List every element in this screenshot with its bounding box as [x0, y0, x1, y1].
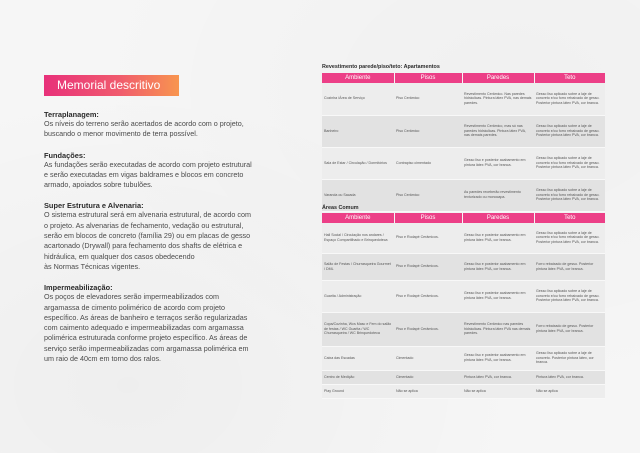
table-cell: Forro rebaixado de gesso. Posterior pintura látex PVA, cor branca.: [534, 253, 605, 280]
table-apartamentos-title: Revestimento parede/piso/teto: Apartamentos: [322, 64, 440, 70]
section-terraplanagem: [44, 110, 310, 140]
table-cell: Cimentado: [394, 370, 462, 384]
table-row: [322, 253, 605, 280]
section-line: específico. As áreas de banheiro e terraços serão regularizadas: [44, 312, 248, 322]
page-title: Memorial descritivo: [44, 75, 179, 96]
section-line: serão em blocos de concreto (família 29) ou em placas de gesso: [44, 231, 251, 241]
table-cell: As paredes receberão revestimento texturizado ou monocapa.: [462, 179, 534, 211]
table-cell: Piso e Rodapé Cerâmicos.: [394, 253, 462, 280]
column-header: Pisos: [394, 213, 462, 223]
table-row: [322, 280, 605, 312]
section-line: buscando o menor movimento de terra possível.: [44, 129, 198, 139]
column-header: Paredes: [462, 213, 534, 223]
table-cell: Piso e Rodapé Cerâmicos.: [394, 280, 462, 312]
section-estrutura: [44, 201, 310, 272]
table-cell: Não se aplica: [394, 384, 462, 398]
table-cell: Piso e Rodapé Cerâmicos.: [394, 223, 462, 253]
table-cell: Forro rebaixado de gesso. Posterior pintura látex PVA, cor branca.: [534, 312, 605, 346]
table-cell: Play Ground: [322, 384, 394, 398]
column-header: Pisos: [394, 73, 462, 83]
table-cell: Gesso liso aplicado sobre a laje de concreto e/ou forro rebaixado de gesso. Posterior pintura látex PVA, cor branca.: [534, 147, 605, 179]
section-line: às Normas Técnicas vigentes.: [44, 261, 141, 271]
table-cell: Piso e Rodapé Cerâmicos.: [394, 312, 462, 346]
section-title: Impermeabilização:: [44, 283, 113, 293]
table-cell: Gesso liso aplicado sobre a laje de concreto e/ou forro rebaixado de gesso. Posterior pintura látex PVA, cor branca.: [534, 83, 605, 115]
section-line: com caimento adequado e impermeabilizadas com argamassa: [44, 323, 244, 333]
section-impermeabilizacao: [44, 283, 310, 364]
table-row: [322, 346, 605, 370]
table-cell: Salão de Festas / Churrasqueira Gourmet / DML: [322, 253, 394, 280]
table-cell: Gesso liso e posterior acabamento em pintura látex PVA, cor branca.: [462, 147, 534, 179]
table-row: [322, 147, 605, 179]
table-cell: Copa/Cozinha, Wcs Masc e Fem do salão de festas / WC Guarita / WC Churrasqueira / WC Brinquedoteca: [322, 312, 394, 346]
section-line: e serão executadas em vigas baldrames e blocos em concreto: [44, 169, 244, 179]
table-cell: Gesso liso aplicado sobre a laje de concreto e/ou forro rebaixado de gesso. Posterior pintura látex PVA, cor branca.: [534, 280, 605, 312]
memorial-text: [44, 110, 310, 375]
table-row: [322, 384, 605, 398]
table-cell: Gesso liso e posterior acabamento em pintura látex PVA, cor branca.: [462, 253, 534, 280]
table-cell: Pintura látex PVA, cor branca.: [534, 370, 605, 384]
table-cell: Não se aplica: [534, 384, 605, 398]
section-line: um raio de 40cm em torno dos ralos.: [44, 354, 162, 364]
table-cell: Gesso liso e posterior acabamento em pintura látex PVA, cor branca.: [462, 280, 534, 312]
table-cell: Caixa das Escadas: [322, 346, 394, 370]
table-cell: Não se aplica: [462, 384, 534, 398]
section-fundacoes: [44, 151, 310, 191]
column-header: Paredes: [462, 73, 534, 83]
section-line: acartonado (Drywall) para fechamento dos shafts de elétrica e: [44, 241, 243, 251]
table-cell: Piso Cerâmico: [394, 115, 462, 147]
table-cell: Piso Cerâmico: [394, 179, 462, 211]
table-areas-comum-title: Áreas Comum: [322, 205, 359, 211]
table-row: [322, 115, 605, 147]
table-cell: Revestimento Cerâmico. Nas paredes hidráulicas. Pintura látex PVA, nas demais paredes.: [462, 83, 534, 115]
table-cell: Gesso liso e posterior acabamento em pintura látex PVA, cor branca.: [462, 223, 534, 253]
section-line: Os níveis do terreno serão acertados de acordo com o projeto,: [44, 119, 244, 128]
column-header: Ambiente: [322, 213, 394, 223]
section-line: argamassa de cimento polimérico de acordo com projeto: [44, 302, 225, 312]
table-row: [322, 370, 605, 384]
table-cell: Sala de Estar / Circulação / Dormitórios: [322, 147, 394, 179]
section-title: Super Estrutura e Alvenaria:: [44, 201, 144, 211]
section-line: serviço serão impermeabilizadas com argamassa polimérica em: [44, 343, 249, 353]
table-areas-comum: [322, 213, 605, 399]
table-row: [322, 312, 605, 346]
table-cell: Gesso liso aplicado sobre a laje de concreto e/ou forro rebaixado de gesso. Posterior pintura látex PVA, cor branca.: [534, 115, 605, 147]
section-line: Os poços de elevadores serão impermeabilizados com: [44, 292, 219, 302]
table-cell: Contrapiso cimentado: [394, 147, 462, 179]
section-line: armado, apoiados sobre tubulões.: [44, 180, 153, 190]
table-cell: Centro de Medição: [322, 370, 394, 384]
section-line: As fundações serão executadas de acordo com projeto estrutural: [44, 159, 252, 169]
table-cell: Varanda ou Sacada: [322, 179, 394, 211]
table-cell: Cozinha /Área de Serviço: [322, 83, 394, 115]
table-cell: Piso Cerâmico: [394, 83, 462, 115]
section-title: Terraplanagem:: [44, 110, 99, 119]
table-cell: Pintura látex PVA, cor branca.: [462, 370, 534, 384]
table-cell: Gesso liso aplicado sobre a laje de concreto e/ou forro rebaixado de gesso. Posterior pintura látex PVA, cor branca.: [534, 179, 605, 211]
section-title: Fundações:: [44, 150, 86, 160]
table-row: [322, 223, 605, 253]
table-apartamentos: [322, 73, 605, 212]
section-line: o projeto. As alvenarias de fechamento, vedação ou estrutural,: [44, 220, 244, 230]
section-line: O sistema estrutural será em alvenaria estrutural, de acordo com: [44, 210, 251, 220]
section-line: hidráulica, em qualquer dos casos obedecendo: [44, 251, 195, 261]
table-row: [322, 179, 605, 211]
table-cell: Gesso liso aplicado sobre a laje de concreto e/ou forro rebaixado de gesso. Posterior pintura látex PVA, cor branca.: [534, 223, 605, 253]
table-cell: Banheiro: [322, 115, 394, 147]
table-cell: Hall Social / Circulação nos andares / Espaço Compartilhado e Brinquedoteca: [322, 223, 394, 253]
table-cell: Guarita / Administração: [322, 280, 394, 312]
column-header: Ambiente: [322, 73, 394, 83]
table-cell: Revestimento Cerâmico, mas só nas paredes hidráulicas. Pintura látex PVA, nas demais paredes.: [462, 115, 534, 147]
column-header: Teto: [534, 213, 605, 223]
table-cell: Gesso liso e posterior acabamento em pintura látex PVA, cor branca.: [462, 346, 534, 370]
table-cell: Gesso liso aplicado sobre a laje de concreto. Posterior pintura látex, cor branca.: [534, 346, 605, 370]
column-header: Teto: [534, 73, 605, 83]
table-row: [322, 83, 605, 115]
table-cell: Cimentado: [394, 346, 462, 370]
table-cell: Revestimento Cerâmico nas paredes hidráulicas. Pintura látex PVA nas demais paredes.: [462, 312, 534, 346]
section-line: polimérica estruturada conforme projeto específico. As áreas de: [44, 333, 248, 343]
